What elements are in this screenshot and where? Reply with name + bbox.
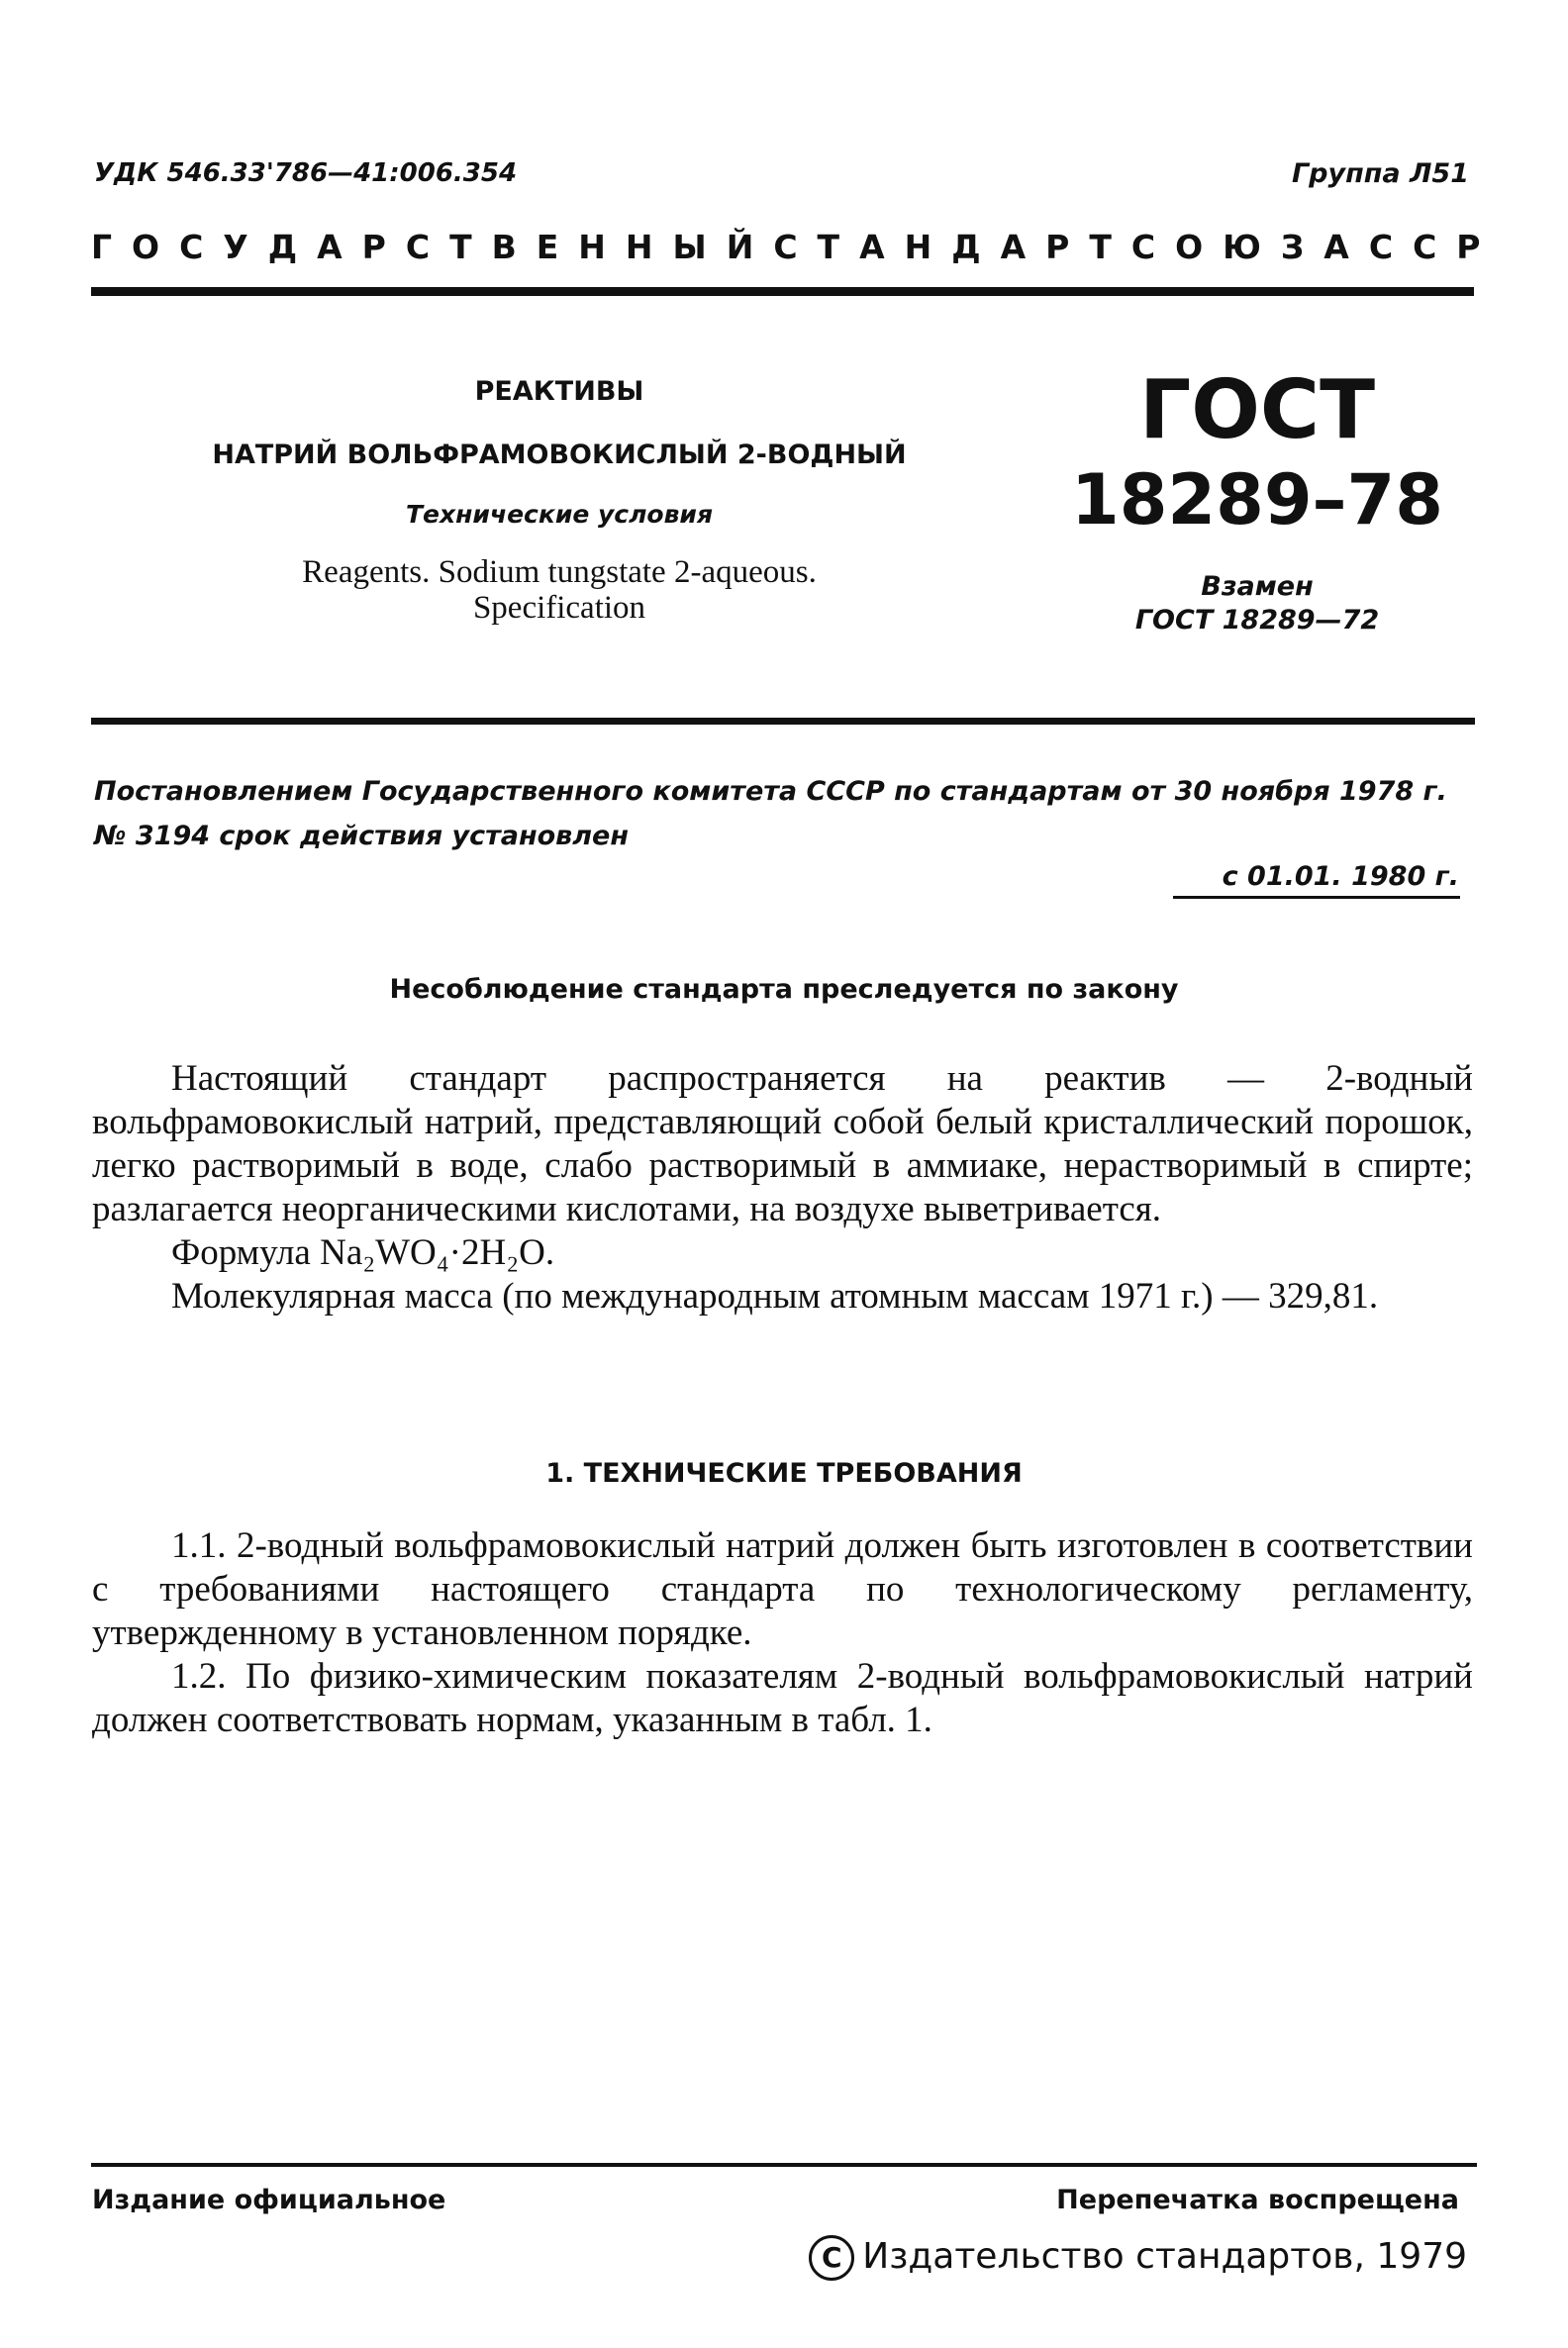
clause-1-1: 1.1. 2-водный вольфрамовокислый натрий должен быть изготовлен в соответствии с требованиями настоящего стандарта по технологическому регламенту, утвержденному в установленном порядке. bbox=[92, 1525, 1473, 1653]
decree-underline bbox=[1173, 896, 1460, 899]
section-1-body bbox=[92, 1524, 1473, 1742]
replaces-label: Взамен bbox=[1201, 571, 1314, 602]
title-rule bbox=[91, 718, 1475, 725]
molar-mass-line: Молекулярная масса (по международным атомным массам 1971 г.) — 329,81. bbox=[171, 1276, 1379, 1317]
english-title-2: Specification bbox=[472, 590, 646, 626]
gost-word: ГОСТ bbox=[1138, 363, 1376, 457]
gost-number: 18289–78 bbox=[1071, 459, 1443, 540]
footer-rule bbox=[91, 2163, 1477, 2167]
state-word-3: СОЮЗА bbox=[1130, 228, 1369, 266]
state-word-1: ГОСУДАРСТВЕННЫЙ bbox=[91, 228, 774, 266]
section-1-heading: 1. ТЕХНИЧЕСКИЕ ТРЕБОВАНИЯ bbox=[545, 1458, 1023, 1489]
group-code: Группа Л51 bbox=[1291, 158, 1469, 189]
state-word-4: ССР bbox=[1368, 228, 1501, 266]
gost-block bbox=[1069, 363, 1445, 637]
state-standard-header bbox=[91, 228, 1501, 266]
intro-section bbox=[92, 1057, 1473, 1319]
clause-1-2: 1.2. По физико-химическим показателям 2-водный вольфрамовокислый натрий должен соответствовать нормам, указанным в табл. 1. bbox=[92, 1656, 1473, 1740]
copyright-line bbox=[809, 2235, 1467, 2281]
law-warning: Несоблюдение стандарта преследуется по закону bbox=[389, 974, 1179, 1005]
official-edition: Издание официальное bbox=[92, 2185, 446, 2215]
replaces-value: ГОСТ 18289—72 bbox=[1134, 605, 1380, 636]
title-block bbox=[158, 376, 960, 626]
state-word-2: СТАНДАРТ bbox=[773, 228, 1131, 266]
formula-line: Формула Na₂WO₄·2H₂O. bbox=[171, 1232, 555, 1273]
udk-code: УДК 546.33'786—41:006.354 bbox=[94, 158, 518, 188]
intro-paragraph: Настоящий стандарт распространяется на реактив — 2-водный вольфрамовокислый натрий, представляющий собой белый кристаллический порошок, легко растворимый в воде, слабо растворимый в аммиаке, нерастворимый в спирте; разлагается неорганическими кислотами, на воздухе выветривается. bbox=[92, 1058, 1473, 1229]
decree-date: с 01.01. 1980 г. bbox=[1222, 861, 1459, 892]
reprint-prohibited: Перепечатка воспрещена bbox=[1056, 2185, 1459, 2215]
title-line-1: РЕАКТИВЫ bbox=[474, 376, 644, 407]
copyright-icon: C bbox=[809, 2235, 854, 2281]
english-title-1: Reagents. Sodium tungstate 2-aqueous. bbox=[302, 554, 817, 590]
copyright-text: Издательство стандартов, 1979 bbox=[862, 2236, 1467, 2277]
decree-text: Постановлением Государственного комитета СССР по стандартам от 30 ноября 1978 г. № 3194 срок действия установлен bbox=[94, 776, 1447, 851]
header-rule bbox=[91, 287, 1474, 296]
title-line-3: Технические условия bbox=[406, 500, 713, 529]
title-line-2: НАТРИЙ ВОЛЬФРАМОВОКИСЛЫЙ 2-ВОДНЫЙ bbox=[212, 440, 907, 470]
